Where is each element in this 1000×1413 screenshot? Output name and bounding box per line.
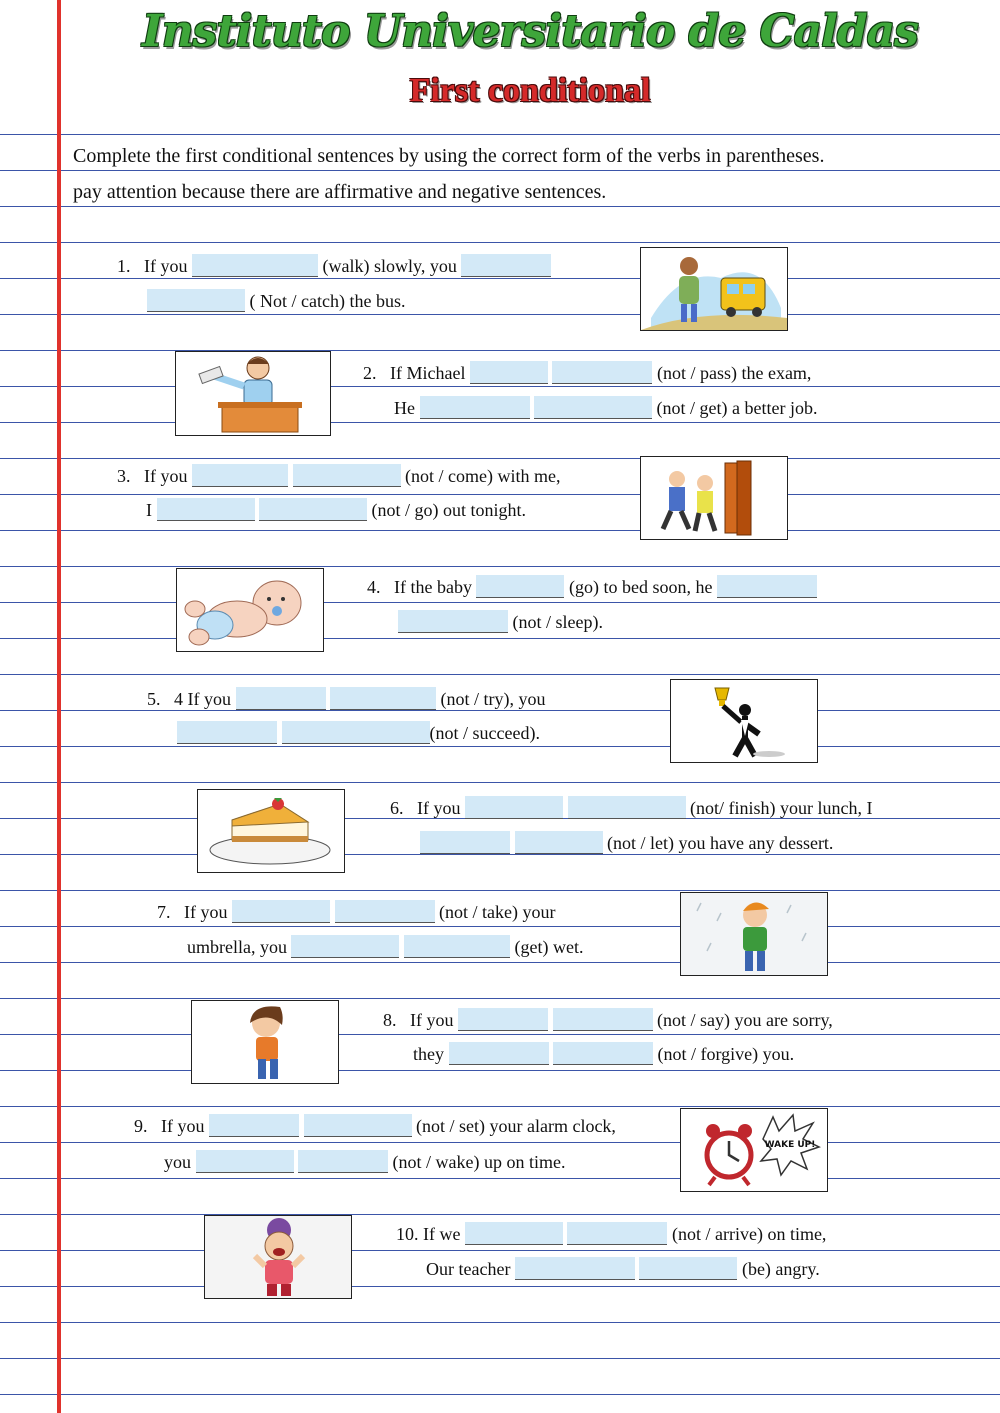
exercise-7-subject: umbrella, you [187, 937, 287, 957]
illustration-1 [640, 247, 788, 331]
exercise-2-hint: (not / pass) the exam, [656, 363, 812, 383]
exercise-6-line-1 [390, 796, 872, 820]
exercise-7-line-1 [157, 900, 555, 924]
exercise-6-blank-4[interactable] [515, 831, 603, 854]
illustration-2 [175, 351, 331, 436]
exercise-3-prompt: 3. If you [117, 466, 188, 486]
illustration-4 [176, 568, 324, 652]
exercise-6-blank-2[interactable] [568, 796, 686, 819]
exercise-4-prompt: 4. If the baby [367, 577, 472, 597]
exercise-2-blank-2[interactable] [552, 361, 652, 384]
margin-line [57, 0, 61, 1413]
exercise-8-prompt: 8. If you [383, 1010, 454, 1030]
exercise-3-hint: (not / come) with me, [405, 466, 561, 486]
exercise-4-ending: (not / sleep). [512, 612, 603, 632]
exercise-3-line-2 [146, 498, 526, 522]
exercise-3-blank-3[interactable] [157, 498, 255, 521]
exercise-2-subject: He [394, 398, 415, 418]
exercise-6-line-2 [420, 831, 833, 855]
illustration-3 [640, 456, 788, 540]
exercise-10-prompt: 10. If we [396, 1224, 461, 1244]
exercise-3-ending: (not / go) out tonight. [371, 500, 526, 520]
illustration-10 [204, 1215, 352, 1299]
exercise-7-line-2 [187, 935, 583, 959]
exercise-8-ending: (not / forgive) you. [657, 1044, 795, 1064]
exercise-8-hint: (not / say) you are sorry, [657, 1010, 833, 1030]
exercise-6-ending: (not / let) you have any dessert. [607, 833, 834, 853]
cake-slice-icon [198, 790, 344, 872]
exercise-4-line-1 [367, 575, 817, 599]
exercise-5-blank-3[interactable] [177, 721, 277, 744]
exercise-4-hint: (go) to bed soon, he [568, 577, 713, 597]
exercise-10-ending: (be) angry. [741, 1259, 820, 1279]
exercise-1-ending: ( Not / catch) the bus. [249, 291, 406, 311]
boys-door-icon [641, 457, 787, 539]
exercise-4-blank-3[interactable] [398, 610, 508, 633]
exercise-8-line-2 [413, 1042, 794, 1066]
exercise-10-blank-4[interactable] [639, 1257, 737, 1280]
exercise-7-blank-3[interactable] [291, 935, 399, 958]
exercise-8-blank-2[interactable] [553, 1008, 653, 1031]
success-trophy-icon [671, 680, 817, 762]
illustration-5 [670, 679, 818, 763]
exercise-9-subject: you [164, 1152, 191, 1172]
exercise-8-subject: they [413, 1044, 444, 1064]
exercise-8-blank-4[interactable] [553, 1042, 653, 1065]
exercise-6-blank-3[interactable] [420, 831, 510, 854]
exercise-8-blank-3[interactable] [449, 1042, 549, 1065]
exercise-10-line-2 [426, 1257, 820, 1281]
exercise-9-blank-1[interactable] [209, 1114, 299, 1137]
exercise-8-line-1 [383, 1008, 833, 1032]
exercise-8-blank-1[interactable] [458, 1008, 548, 1031]
page-subtitle: First conditional [409, 72, 651, 109]
exercise-6-blank-1[interactable] [465, 796, 563, 819]
exercise-10-line-1 [396, 1222, 826, 1246]
exercise-2-blank-4[interactable] [534, 396, 652, 419]
angry-teacher-icon [205, 1216, 351, 1298]
exercise-1-hint: (walk) slowly, you [322, 256, 457, 276]
exercise-3-line-1 [117, 464, 560, 488]
boy-rain-icon [681, 893, 827, 975]
exercise-7-hint: (not / take) your [439, 902, 556, 922]
exercise-5-ending: (not / succeed). [429, 723, 540, 743]
alarm-clock-icon [681, 1109, 827, 1191]
exercise-9-blank-3[interactable] [196, 1150, 294, 1173]
illustration-7 [680, 892, 828, 976]
exercise-10-blank-3[interactable] [515, 1257, 635, 1280]
exercise-2-blank-1[interactable] [470, 361, 548, 384]
exercise-9-blank-4[interactable] [298, 1150, 388, 1173]
exercise-10-subject: Our teacher [426, 1259, 511, 1279]
exercise-1-line-2 [147, 289, 405, 313]
exercise-5-blank-4[interactable] [282, 721, 430, 744]
exercise-5-blank-1[interactable] [236, 687, 326, 710]
exercise-6-prompt: 6. If you [390, 798, 461, 818]
exercise-5-blank-2[interactable] [330, 687, 436, 710]
exercise-9-blank-2[interactable] [304, 1114, 412, 1137]
exercise-5-line-1 [147, 687, 546, 711]
exercise-10-hint: (not / arrive) on time, [671, 1224, 827, 1244]
exercise-7-ending: (get) wet. [514, 937, 584, 957]
exercise-10-blank-2[interactable] [567, 1222, 667, 1245]
exercise-9-ending: (not / wake) up on time. [392, 1152, 566, 1172]
exercise-4-line-2 [398, 610, 603, 634]
exercise-2-ending: (not / get) a better job. [656, 398, 818, 418]
exercise-2-blank-3[interactable] [420, 396, 530, 419]
exercise-5-line-2 [177, 721, 540, 745]
exercise-1-prompt: 1. If you [117, 256, 188, 276]
exercise-2-line-1 [363, 361, 811, 385]
exercise-9-line-2 [164, 1150, 565, 1174]
exercise-3-blank-1[interactable] [192, 464, 288, 487]
exercise-3-blank-4[interactable] [259, 498, 367, 521]
exercise-1-blank-1[interactable] [192, 254, 318, 277]
exercise-2-line-2 [394, 396, 817, 420]
exercise-7-blank-1[interactable] [232, 900, 330, 923]
exercise-5-prompt: 5. 4 If you [147, 689, 231, 709]
teacher-desk-icon [176, 352, 330, 435]
sad-girl-icon [192, 1001, 338, 1083]
illustration-6 [197, 789, 345, 873]
instructions-line-2: pay attention because there are affirmative and negative sentences. [73, 181, 607, 203]
exercise-4-blank-2[interactable] [717, 575, 817, 598]
illustration-8 [191, 1000, 339, 1084]
exercise-10-blank-1[interactable] [465, 1222, 563, 1245]
exercise-2-prompt: 2. If Michael [363, 363, 466, 383]
exercise-1-line-1 [117, 254, 551, 278]
page-title: Instituto Universitario de Caldas [142, 6, 918, 57]
child-bus-icon [641, 248, 787, 330]
exercise-7-prompt: 7. If you [157, 902, 228, 922]
exercise-7-blank-2[interactable] [335, 900, 435, 923]
exercise-5-hint: (not / try), you [440, 689, 546, 709]
exercise-3-subject: I [146, 500, 152, 520]
exercise-9-line-1 [134, 1114, 616, 1138]
exercise-3-blank-2[interactable] [293, 464, 401, 487]
exercise-9-hint: (not / set) your alarm clock, [416, 1116, 616, 1136]
exercise-6-hint: (not/ finish) your lunch, I [690, 798, 873, 818]
exercise-4-blank-1[interactable] [476, 575, 564, 598]
wake-up-text: WAKE UP! [764, 1140, 816, 1150]
exercise-1-blank-2[interactable] [461, 254, 551, 277]
exercise-1-blank-3[interactable] [147, 289, 245, 312]
exercise-9-prompt: 9. If you [134, 1116, 205, 1136]
baby-icon [177, 569, 323, 651]
exercise-7-blank-4[interactable] [404, 935, 510, 958]
instructions-line-1: Complete the first conditional sentences by using the correct form of the verbs in parentheses. [73, 145, 825, 167]
illustration-9 [680, 1108, 828, 1192]
